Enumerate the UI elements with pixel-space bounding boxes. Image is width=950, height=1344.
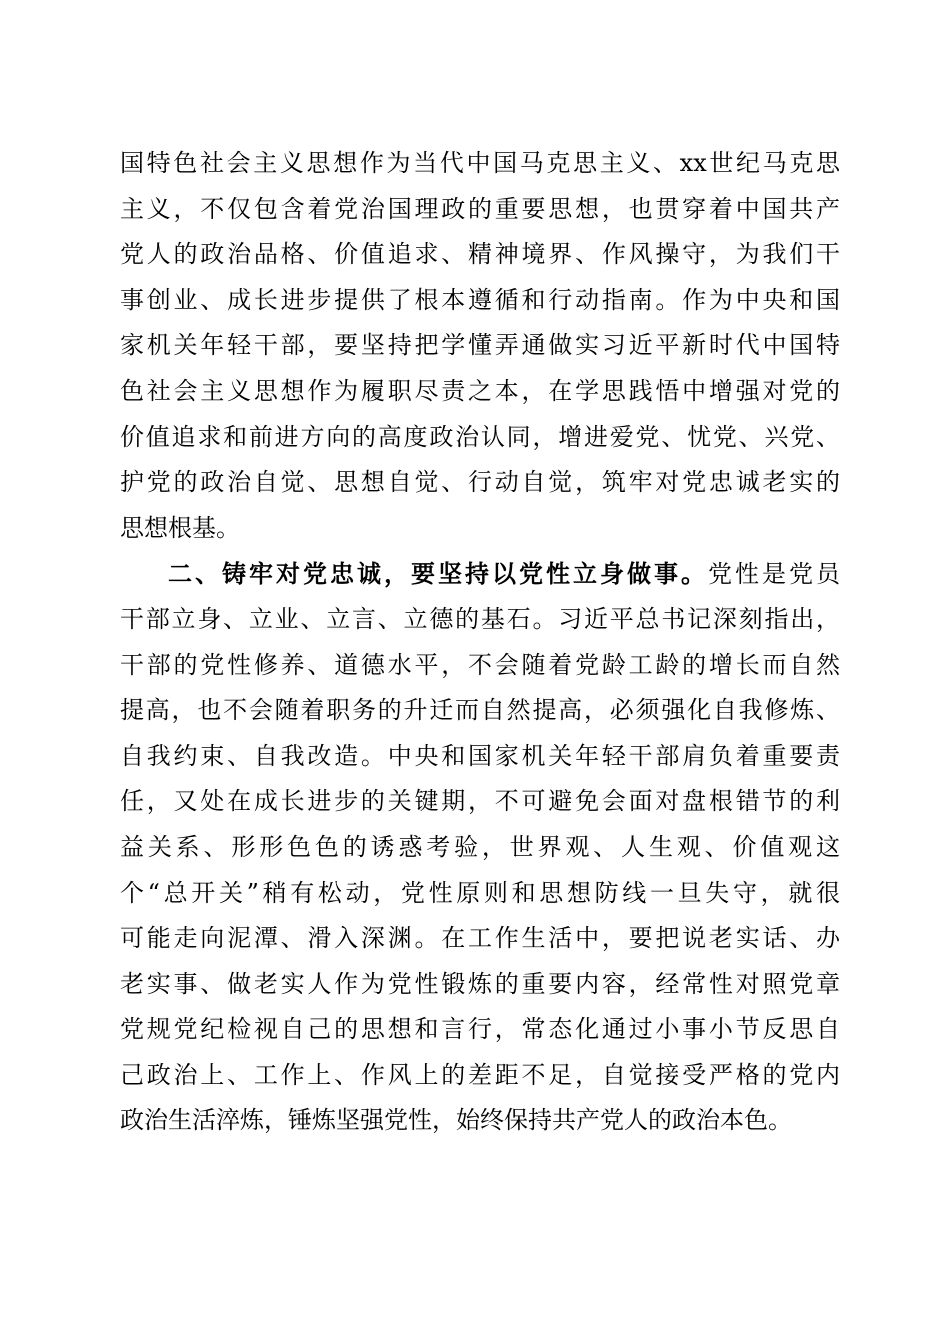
text-line: 任，又处在成长进步的关键期，不可避免会面对盘根错节的利: [120, 787, 840, 816]
text-line: 党规党纪检视自己的思想和言行，常态化通过小事小节反思自: [120, 1015, 840, 1044]
text-run: 党性是党员: [708, 560, 840, 589]
paragraph-1: [120, 141, 840, 551]
text-line: 自我约束、自我改造。中央和国家机关年轻干部肩负着重要责: [120, 741, 840, 770]
paragraph-2: [120, 551, 840, 1144]
text-line: 可能走向泥潭、滑入深渊。在工作生活中，要把说老实话、办: [120, 924, 840, 953]
text-line: 思想根基。: [120, 513, 240, 542]
text-line: 己政治上、工作上、作风上的差距不足，自觉接受严格的党内: [120, 1060, 840, 1089]
text-line: 干部立身、立业、立言、立德的基石。习近平总书记深刻指出，: [120, 604, 840, 633]
text-line: 护党的政治自觉、思想自觉、行动自觉，筑牢对党忠诚老实的: [120, 468, 840, 497]
text-line: 提高，也不会随着职务的升迁而自然提高，必须强化自我修炼、: [120, 696, 840, 725]
text-line: 家机关年轻干部，要坚持把学懂弄通做实习近平新时代中国特: [120, 331, 840, 360]
text-line: 国特色社会主义思想作为当代中国马克思主义、xx世纪马克思: [120, 149, 840, 177]
document-body: [120, 141, 840, 1144]
text-line: 政治生活淬炼，锤炼坚强党性，始终保持共产党人的政治本色。: [120, 1106, 792, 1135]
text-line: 党人的政治品格、价值追求、精神境界、作风操守，为我们干: [120, 240, 840, 269]
text-line: 主义，不仅包含着党治国理政的重要思想，也贯穿着中国共产: [120, 194, 840, 223]
text-line: 干部的党性修养、道德水平，不会随着党龄工龄的增长而自然: [120, 650, 840, 679]
text-line: 事创业、成长进步提供了根本遵循和行动指南。作为中央和国: [120, 285, 840, 314]
text-line: 色社会主义思想作为履职尽责之本，在学思践悟中增强对党的: [120, 376, 840, 405]
text-line: 益关系、形形色色的诱惑考验，世界观、人生观、价值观这: [120, 832, 840, 861]
text-line: 个“总开关”稍有松动，党性原则和思想防线一旦失守，就很: [120, 878, 840, 907]
text-line: 价值追求和前进方向的高度政治认同，增进爱党、忧党、兴党、: [120, 422, 840, 451]
section-heading: 二、铸牢对党忠诚，要坚持以党性立身做事。: [168, 559, 708, 589]
text-line: 老实事、做老实人作为党性锻炼的重要内容，经常性对照党章: [120, 969, 840, 998]
paragraph-2-first-line: [120, 551, 840, 597]
